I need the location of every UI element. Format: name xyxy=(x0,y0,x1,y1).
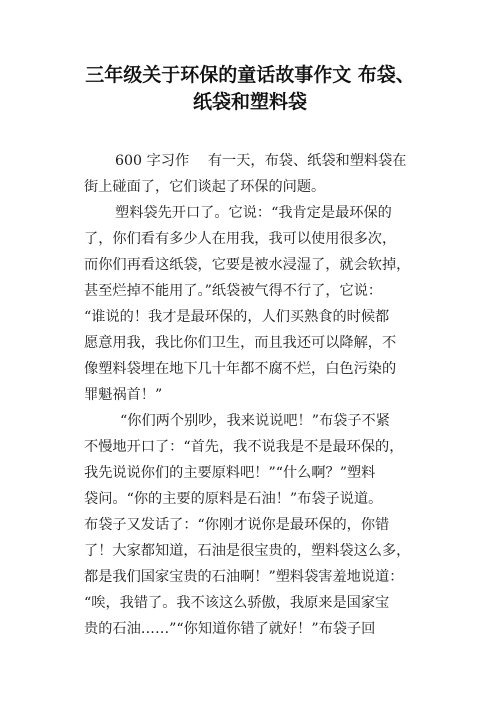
body-line-13: 我先说说你们的主要原料吧！”“什么啊？”塑料 xyxy=(84,465,376,481)
body-line-2: 街上碰面了，它们谈起了环保的问题。 xyxy=(84,179,326,195)
body-line-14: 袋问。“你的主要的原料是石油！”布袋子说道。 xyxy=(84,491,383,507)
body-line-16: 了！大家都知道，石油是很宝贵的，塑料袋这么多， xyxy=(84,543,411,559)
title-line-1: 三年级关于环保的童话故事作文 布袋、 xyxy=(85,64,415,86)
body-line-12: 不慢地开口了：“首先，我不说我是不是最环保的， xyxy=(84,439,404,455)
body-line-9: 像塑料袋埋在地下几十年都不腐不烂，白色污染的 xyxy=(84,361,397,377)
document-title xyxy=(60,62,440,116)
body-line-15: 布袋子又发话了：“你刚才说你是最环保的，你错 xyxy=(84,517,390,533)
body-line-18: “唉，我错了。我不该这么骄傲，我原来是国家宝 xyxy=(84,595,390,611)
body-line-5: 而你们再看这纸袋，它要是被水浸湿了，就会软掉， xyxy=(84,257,411,273)
body-line-10: 罪魁祸首！” xyxy=(84,387,163,403)
body-line-3: 塑料袋先开口了。它说：“我肯定是最环保的 xyxy=(115,205,392,221)
body-line-11: “你们两个别吵，我来说说吧！”布袋子不紧 xyxy=(120,413,390,429)
body-line-1: 600 字习作 有一天，布袋、纸袋和塑料袋在 xyxy=(115,153,407,169)
title-line-2: 纸袋和塑料袋 xyxy=(192,91,307,113)
body-line-6: 甚至烂掉不能用了。”纸袋被气得不行了，它说： xyxy=(84,283,383,299)
document-body xyxy=(84,148,424,642)
body-line-7: “谁说的！我才是最环保的，人们买熟食的时候都 xyxy=(84,309,390,325)
body-line-17: 都是我们国家宝贵的石油啊！”塑料袋害羞地说道： xyxy=(84,569,404,585)
body-line-8: 愿意用我，我比你们卫生，而且我还可以降解，不 xyxy=(84,335,397,351)
body-line-19: 贵的石油……”“你知道你错了就好！”布袋子回 xyxy=(84,621,376,637)
body-line-4: 了，你们看有多少人在用我，我可以使用很多次， xyxy=(84,231,397,247)
